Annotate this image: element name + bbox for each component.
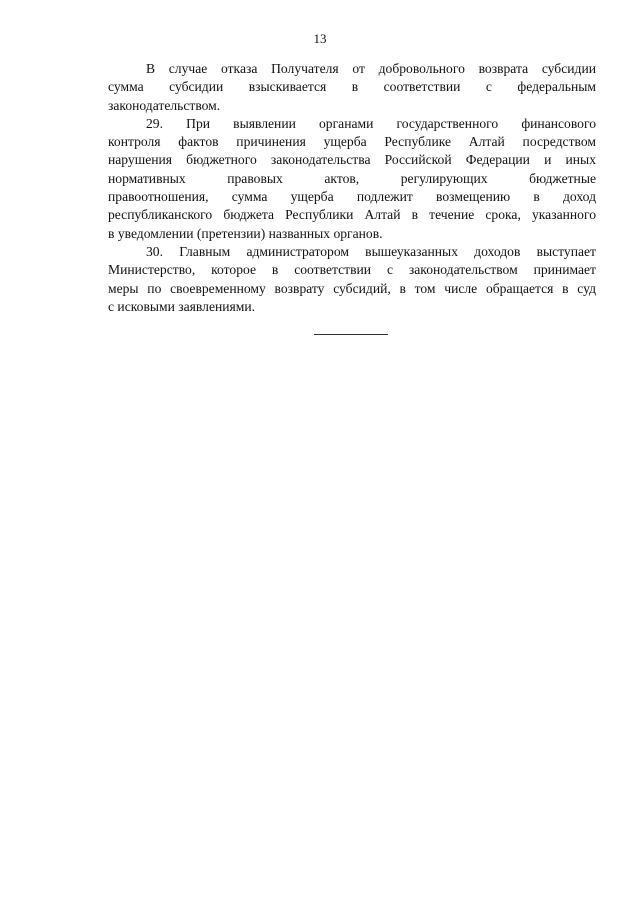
document-body (108, 60, 596, 316)
text-line: контроля фактов причинения ущерба Республике Алтай посредством (108, 134, 596, 150)
text-line: нарушения бюджетного законодательства Российской Федерации и иных (108, 152, 596, 168)
text-line: 30. Главным администратором вышеуказанных доходов выступает (146, 243, 596, 259)
document-end-rule (314, 334, 388, 335)
paragraph-30 (108, 243, 596, 316)
text-line: с исковыми заявлениями. (108, 298, 256, 314)
paragraph-29 (108, 115, 596, 243)
text-line: республиканского бюджета Республики Алтай в течение срока, указанного (108, 207, 596, 223)
text-line: нормативных правовых актов, регулирующих бюджетные (108, 170, 596, 186)
text-line: Министерство, которое в соответствии с законодательством принимает (108, 262, 596, 278)
text-line: В случае отказа Получателя от добровольного возврата субсидии (146, 61, 596, 76)
text-line: меры по своевременному возврату субсидий, в том числе обращается в суд (108, 280, 596, 296)
text-line: 29. При выявлении органами государственного финансового (146, 115, 596, 131)
text-line: в уведомлении (претензии) названных органов. (108, 225, 383, 241)
text-line: законодательством. (108, 97, 221, 113)
paragraph-refund-refusal (108, 60, 596, 115)
text-line: сумма субсидии взыскивается в соответствии с федеральным (108, 79, 596, 95)
page-number: 13 (313, 31, 327, 46)
text-line: правоотношения, сумма ущерба подлежит возмещению в доход (108, 189, 596, 205)
